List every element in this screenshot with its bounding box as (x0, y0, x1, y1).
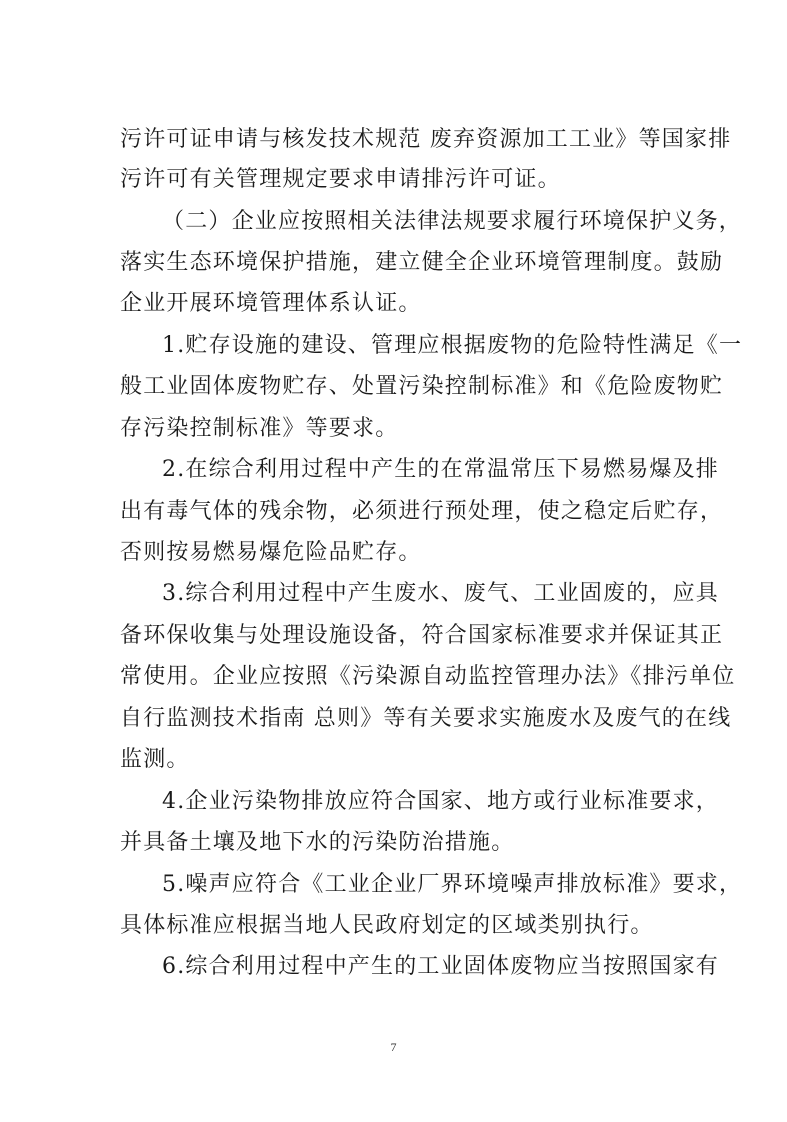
text-line: 并具备土壤及地下水的污染防治措施。 (120, 830, 515, 855)
text-line: 备环保收集与处理设施设备，符合国家标准要求并保证其正 (120, 623, 724, 648)
paragraph-start-line: 2.在综合利用过程中产生的在常温常压下易燃易爆及排 (162, 457, 719, 482)
text-line: 否则按易燃易爆危险品贮存。 (120, 540, 422, 565)
text-line: 企业开展环境管理体系认证。 (120, 291, 422, 316)
text-line: 具体标准应根据当地人民政府划定的区域类别执行。 (120, 913, 654, 938)
text-line: 常使用。企业应按照《污染源自动监控管理办法》《排污单位 (120, 664, 736, 689)
paragraph-start-line: 1.贮存设施的建设、管理应根据废物的危险特性满足《一 (162, 333, 743, 358)
page-number: 7 (390, 1040, 397, 1054)
text-line: 污许可证申请与核发技术规范 废弃资源加工工业》等国家排 (120, 127, 732, 152)
text-line: 监测。 (120, 747, 190, 772)
text-line: 自行监测技术指南 总则》等有关要求实施废水及废气的在线 (120, 706, 732, 731)
text-line: 存污染控制标准》等要求。 (120, 416, 399, 441)
text-line: 落实生态环境保护措施，建立健全企业环境管理制度。鼓励 (120, 250, 724, 275)
text-line: 污许可有关管理规定要求申请排污许可证。 (120, 167, 561, 192)
text-line: 出有毒气体的残余物，必须进行预处理，使之稳定后贮存， (120, 499, 724, 524)
paragraph-start-line: （二）企业应按照相关法律法规要求履行环境保护义务， (162, 209, 743, 234)
paragraph-start-line: 4.企业污染物排放应符合国家、地方或行业标准要求， (162, 789, 719, 814)
text-line: 般工业固体废物贮存、处置污染控制标准》和《危险废物贮 (120, 374, 724, 399)
paragraph-start-line: 6.综合利用过程中产生的工业固体废物应当按照国家有 (162, 954, 719, 979)
paragraph-start-line: 5.噪声应符合《工业企业厂界环境噪声排放标准》要求， (162, 872, 743, 897)
paragraph-start-line: 3.综合利用过程中产生废水、废气、工业固废的，应具 (162, 581, 719, 606)
